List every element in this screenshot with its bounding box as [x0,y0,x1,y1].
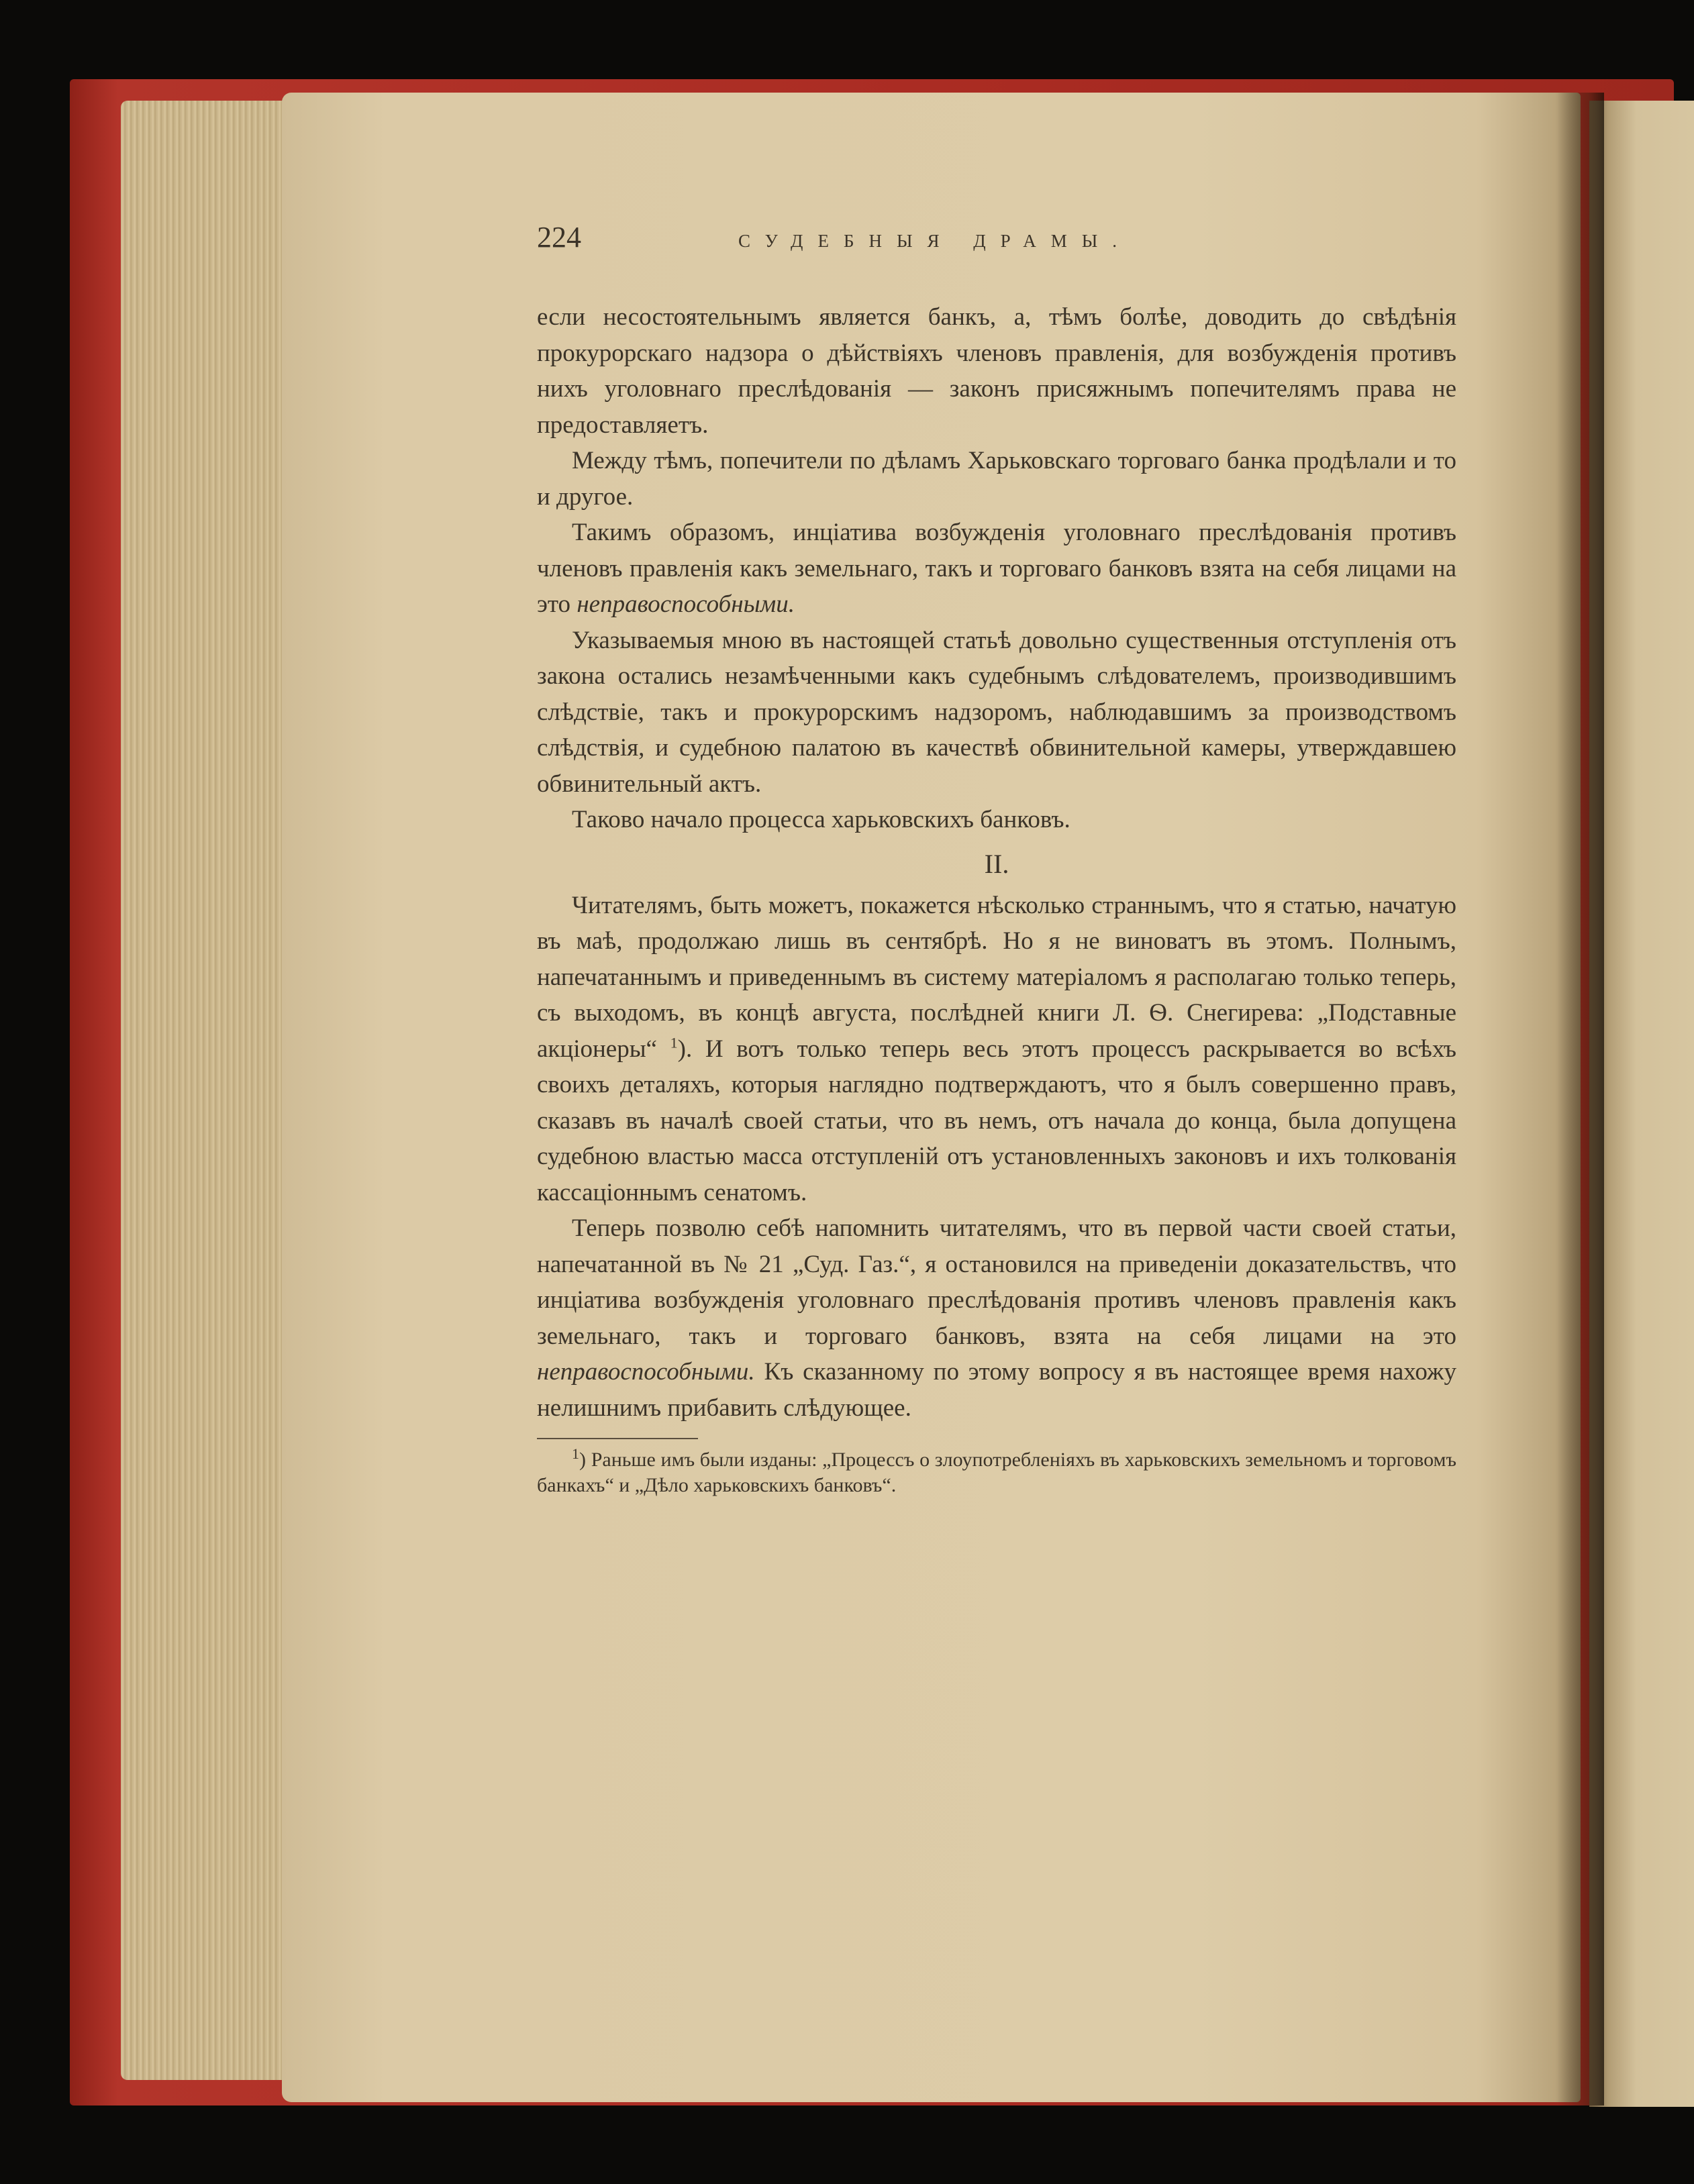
paragraph-text: Теперь позволю себѣ напомнить читателямъ, что въ первой части своей статьи, напечатанной въ № 21 „Суд. Газ.“, я остановился на приведеніи доказательствъ, что инціатива возбужденія уголовнаго преслѣдованія противъ членовъ правленія какъ земельнаго, такъ и торговаго банковъ, взята на себя лицами на это [537,1214,1456,1350]
paragraph: Указываемыя мною въ настоящей статьѣ довольно существенныя отступленія отъ закона остались незамѣченными какъ судебнымъ слѣдователемъ, производившимъ слѣдствіе, такъ и прокурорскимъ надзоромъ, наблюдавшимъ за производствомъ слѣдствія, и судебною палатою въ качествѣ обвинительной камеры, утверждавшею обвинительный актъ. [537,626,1456,798]
footnote [537,1447,1456,1498]
facing-page-edge [1589,101,1694,2107]
footnote-divider [537,1438,698,1439]
paragraph: Между тѣмъ, попечители по дѣламъ Харьковскаго торговаго банка продѣлали и то и другое. [537,447,1456,511]
running-head [537,220,1456,259]
paragraph: Таково начало процесса харьковскихъ банковъ. [572,806,1070,833]
paragraph: если несостоятельнымъ является банкъ, а, тѣмъ болѣе, доводить до свѣдѣнія прокурорскаго надзора о дѣйствіяхъ членовъ правленія, для возбужденія противъ нихъ уголовнаго преслѣдованія — законъ присяжнымъ попечителямъ права не предоставляетъ. [537,303,1456,439]
paragraph-text: Такимъ образомъ, инціатива возбужденія уголовнаго преслѣдованія противъ членовъ правленія какъ земельнаго, такъ и торговаго банковъ взята на себя лицами на это [537,519,1456,618]
page-text [537,220,1456,1498]
running-title: СУДЕБНЫЯ ДРАМЫ. [738,231,1132,251]
paragraph-text: Къ сказанному по этому вопросу я въ настоящее время нахожу нелишнимъ прибавить слѣдующее. [537,1358,1456,1422]
paragraph [537,515,1456,623]
paragraph [537,888,1456,1211]
section-number: II. [984,848,1009,879]
page-number: 224 [537,221,581,254]
paragraph-text: Читателямъ, быть можетъ, покажется нѣсколько страннымъ, что я статью, начатую въ маѣ, продолжаю лишь въ сентябрѣ. Но я не виноватъ въ этомъ. Полнымъ, напечатаннымъ и приведеннымъ въ систему матеріаломъ я располагаю только теперь, съ выходомъ, въ концѣ августа, послѣдней книги Л. Ѳ. Снегирева: „Подставные акціонеры“ [537,891,1456,1063]
italic-word: неправоспособными. [577,590,795,618]
footnote-text: ) Раньше имъ были изданы: „Процессъ о злоупотребленіяхъ въ харьковскихъ земельномъ и торговомъ банкахъ“ и „Дѣло харьковскихъ банковъ“. [537,1449,1456,1496]
footnote-ref: 1 [670,1034,678,1051]
italic-word: неправоспособными. [537,1358,755,1386]
footnote-marker: 1 [572,1445,579,1462]
body-text [537,299,1456,1426]
page-edges [121,101,295,2080]
paragraph [537,1210,1456,1426]
paragraph-text: ). И вотъ только теперь весь этотъ процессъ раскрывается во всѣхъ своихъ деталяхъ, которыя наглядно подтверждаютъ, что я былъ совершенно правъ, сказавъ въ началѣ своей статьи, что въ немъ, отъ начала до конца, была допущена судебною властью масса отступленій отъ установленныхъ законовъ и ихъ толкованія кассаціоннымъ сенатомъ. [537,1035,1457,1206]
gutter-shadow [1557,93,1604,2105]
